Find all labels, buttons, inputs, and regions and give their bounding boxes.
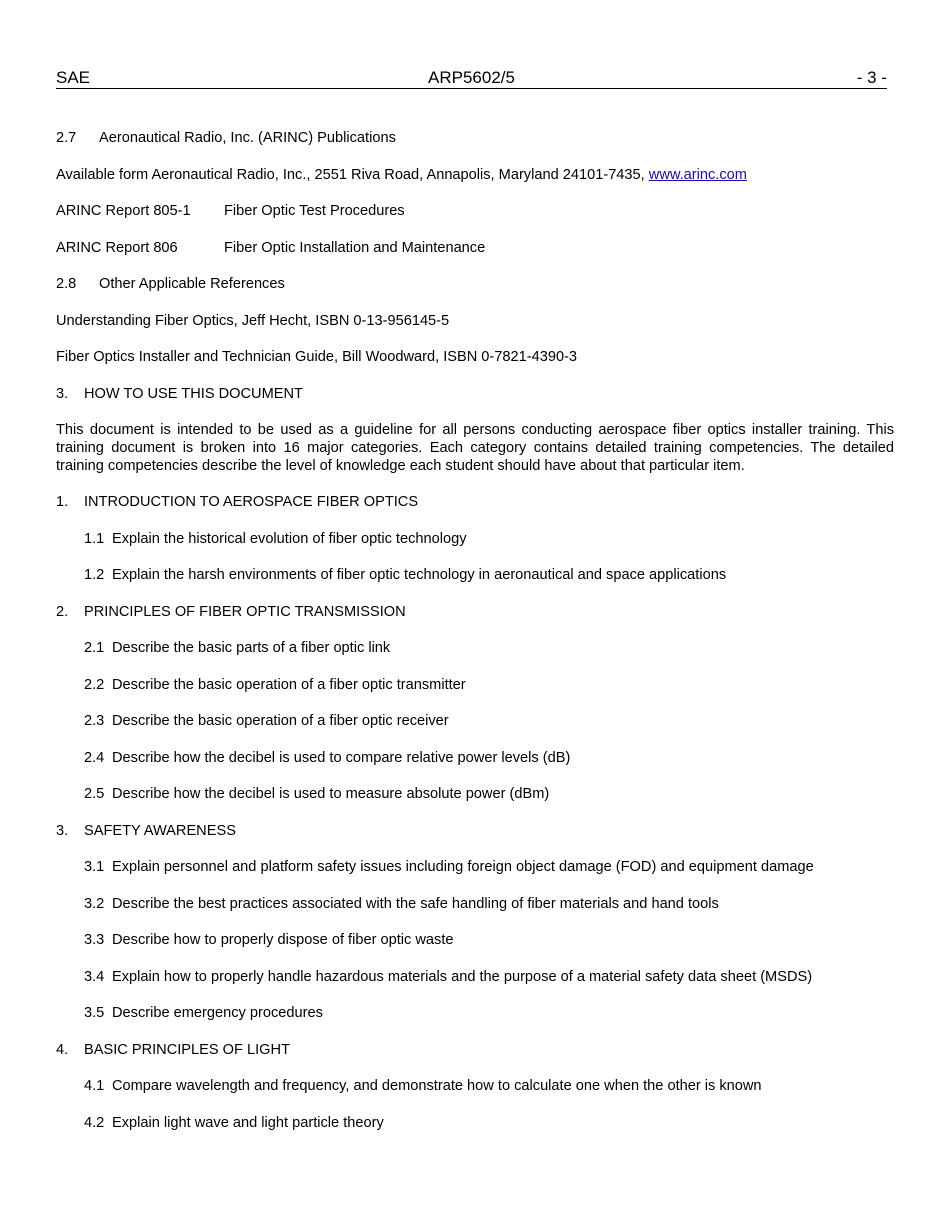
- section-2-8-heading: [56, 275, 285, 293]
- category-number: 2.: [56, 604, 69, 620]
- section-title: Aeronautical Radio, Inc. (ARINC) Publications: [99, 130, 396, 146]
- category-number: 3.: [56, 823, 69, 839]
- item-text: Describe emergency procedures: [112, 1005, 323, 1021]
- item-text: Compare wavelength and frequency, and demonstrate how to calculate one when the other is known: [112, 1078, 762, 1094]
- competency-item: [84, 712, 449, 730]
- category-heading: [56, 1041, 290, 1059]
- section-3-heading: [56, 385, 303, 403]
- section-2-7-heading: [56, 129, 396, 147]
- intro-paragraph: This document is intended to be used as a guideline for all persons conducting aerospace fiber optics installer training. This training document is broken into 16 major categories. Each category contains detailed training competencies. The detailed training competencies describe the level of knowledge each student should have about that particular item.: [56, 422, 894, 474]
- item-text: Describe how the decibel is used to compare relative power levels (dB): [112, 750, 571, 766]
- category-title: INTRODUCTION TO AEROSPACE FIBER OPTICS: [84, 494, 419, 510]
- reference-row: [56, 202, 405, 220]
- section-title: HOW TO USE THIS DOCUMENT: [84, 386, 303, 402]
- header-org: SAE: [56, 68, 91, 87]
- item-text: Describe the best practices associated with the safe handling of fiber materials and hand tools: [112, 896, 719, 912]
- item-number: 1.2: [84, 567, 105, 583]
- section-number: 3.: [56, 386, 69, 402]
- header-page-number: - 3 -: [856, 68, 887, 87]
- reference-entry: Fiber Optics Installer and Technician Guide, Bill Woodward, ISBN 0-7821-4390-3: [56, 349, 578, 365]
- category-heading: [56, 493, 418, 511]
- item-number: 3.3: [84, 932, 105, 948]
- item-text: Describe the basic operation of a fiber optic transmitter: [112, 677, 466, 693]
- competency-item: [84, 785, 549, 803]
- item-number: 3.4: [84, 969, 105, 985]
- item-text: Explain how to properly handle hazardous materials and the purpose of a material safety data sheet (MSDS): [112, 969, 813, 985]
- competency-item: [84, 676, 466, 694]
- category-title: BASIC PRINCIPLES OF LIGHT: [84, 1042, 290, 1058]
- item-text: Describe how the decibel is used to measure absolute power (dBm): [112, 786, 550, 802]
- item-number: 3.2: [84, 896, 105, 912]
- page-header: [56, 68, 887, 89]
- item-text: Explain light wave and light particle theory: [112, 1115, 384, 1131]
- competency-item: [84, 895, 719, 913]
- category-heading: [56, 603, 406, 621]
- item-number: 2.2: [84, 677, 105, 693]
- section-title: Other Applicable References: [99, 276, 285, 292]
- header-doc-number: ARP5602/5: [428, 68, 515, 87]
- item-text: Explain the harsh environments of fiber optic technology in aeronautical and space applications: [112, 567, 727, 583]
- item-number: 1.1: [84, 531, 105, 547]
- item-number: 3.5: [84, 1005, 105, 1021]
- item-number: 3.1: [84, 859, 105, 875]
- competency-item: [84, 566, 726, 584]
- item-number: 2.1: [84, 640, 105, 656]
- competency-item: [84, 639, 390, 657]
- competency-item: [84, 749, 570, 767]
- section-number: 2.7: [56, 130, 77, 146]
- competency-item: [84, 858, 814, 876]
- reference-entry: Understanding Fiber Optics, Jeff Hecht, ISBN 0-13-956145-5: [56, 313, 450, 329]
- item-text: Describe the basic parts of a fiber optic link: [112, 640, 391, 656]
- item-text: Explain personnel and platform safety issues including foreign object damage (FOD) and equipment damage: [112, 859, 814, 875]
- reference-row: [56, 239, 485, 257]
- category-number: 1.: [56, 494, 69, 510]
- section-number: 2.8: [56, 276, 77, 292]
- item-number: 2.5: [84, 786, 105, 802]
- item-text: Describe how to properly dispose of fiber optic waste: [112, 932, 454, 948]
- item-number: 4.2: [84, 1115, 105, 1131]
- competency-item: [84, 1114, 384, 1132]
- item-text: Explain the historical evolution of fiber optic technology: [112, 531, 467, 547]
- item-number: 4.1: [84, 1078, 105, 1094]
- category-title: PRINCIPLES OF FIBER OPTIC TRANSMISSION: [84, 604, 406, 620]
- item-text: Describe the basic operation of a fiber optic receiver: [112, 713, 449, 729]
- availability-text: Available form Aeronautical Radio, Inc., 2551 Riva Road, Annapolis, Maryland 24101-7435,: [56, 167, 645, 183]
- category-number: 4.: [56, 1042, 69, 1058]
- competency-item: [84, 931, 454, 949]
- item-number: 2.3: [84, 713, 105, 729]
- arinc-availability: [56, 166, 747, 184]
- competency-item: [84, 1077, 762, 1095]
- category-title: SAFETY AWARENESS: [84, 823, 236, 839]
- reference-title: Fiber Optic Test Procedures: [224, 203, 405, 219]
- reference-title: Fiber Optic Installation and Maintenance: [224, 240, 486, 256]
- competency-item: [84, 530, 467, 548]
- item-number: 2.4: [84, 750, 105, 766]
- competency-item: [84, 1004, 323, 1022]
- reference-id: ARINC Report 805-1: [56, 203, 191, 219]
- reference-id: ARINC Report 806: [56, 240, 178, 256]
- category-heading: [56, 822, 236, 840]
- arinc-link[interactable]: www.arinc.com: [648, 167, 747, 183]
- competency-item: [84, 968, 812, 986]
